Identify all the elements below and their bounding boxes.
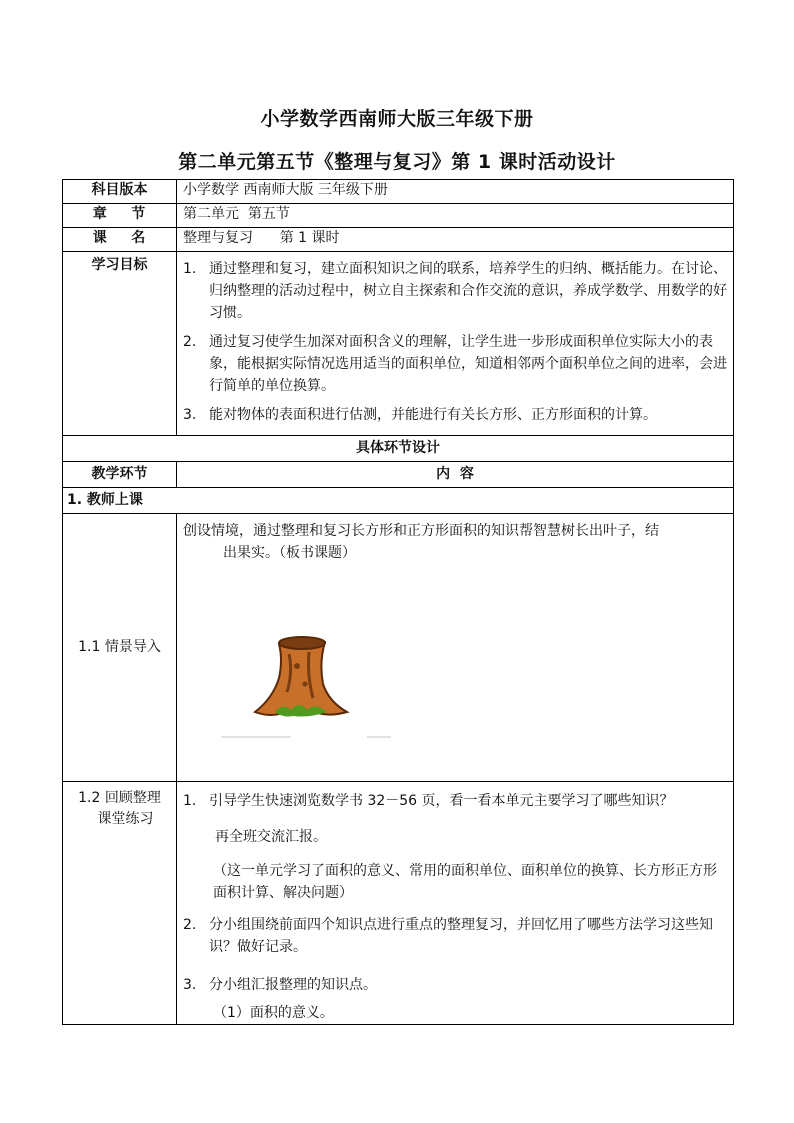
scene-text: 创设情境，通过整理和复习长方形和正方形面积的知识帮智慧树长出叶子，结 出果实。（板书课题）	[183, 523, 659, 561]
goal-item: 3. 能对物体的表面积进行估测，并能进行有关长方形、正方形面积的计算。	[183, 407, 657, 423]
goal-item: 2. 通过复习使学生加深对面积含义的理解，让学生进一步形成面积单位实际大小的表象，能根据实际情况选用适当的面积单位，知道相邻两个面积单位之间的进率，会进行简单的单位换算。	[183, 334, 727, 394]
lesson-row	[63, 228, 734, 252]
scene-cell	[177, 514, 734, 782]
col-header-content: 内 容	[177, 462, 734, 488]
goals-cell	[177, 252, 734, 436]
stump-top	[279, 637, 325, 649]
subject-label: 科目版本	[63, 180, 177, 204]
chapter-row	[63, 204, 734, 228]
lesson-label: 课 名	[63, 228, 177, 252]
faint-line-right	[367, 736, 391, 738]
goal-item: 1. 通过整理和复习，建立面积知识之间的联系，培养学生的归纳、概括能力。在讨论、归纳整理的活动过程中，树立自主探索和合作交流的意识，养成学数学、用数学的好习惯。	[183, 261, 727, 321]
faint-line-left	[221, 736, 291, 738]
step1-row	[63, 488, 734, 514]
column-header-row	[63, 462, 734, 488]
col-header-step: 教学环节	[63, 462, 177, 488]
review-item: 3. 分小组汇报整理的知识点。	[183, 977, 377, 993]
scene-row	[63, 514, 734, 782]
document-title: 小学数学西南师大版三年级下册	[260, 108, 534, 130]
review-item: 2. 分小组围绕前面四个知识点进行重点的整理复习，并回忆用了哪些方法学习这些知识？做好记录。	[183, 917, 713, 955]
goals-row	[63, 252, 734, 436]
step1-title: 1. 教师上课	[63, 488, 734, 514]
goals-list	[183, 258, 727, 426]
review-row	[63, 782, 734, 1025]
subject-value: 小学数学 西南师大版 三年级下册	[177, 180, 734, 204]
review-cell	[177, 782, 734, 1025]
lesson-value: 整理与复习 第 1 课时	[177, 228, 734, 252]
document-subtitle: 第二单元第五节《整理与复习》第 1 课时活动设计	[178, 151, 616, 173]
goals-label: 学习目标	[63, 252, 177, 436]
review-item: 1. 引导学生快速浏览数学书 32－56 页，看一看本单元主要学习了哪些知识？	[183, 793, 674, 809]
section-header-row	[63, 436, 734, 462]
review-list	[183, 790, 727, 1024]
review-item: （1）面积的意义。	[213, 1005, 334, 1021]
subject-row	[63, 180, 734, 204]
tree-stump-illustration	[249, 632, 359, 732]
chapter-value: 第二单元 第五节	[177, 204, 734, 228]
lesson-table	[62, 179, 734, 1025]
review-item: 再全班交流汇报。	[215, 829, 327, 845]
chapter-label: 章 节	[63, 204, 177, 228]
scene-label: 1.1 情景导入	[63, 514, 177, 782]
section-title: 具体环节设计	[63, 436, 734, 462]
review-label: 1.2 回顾整理 课堂练习	[63, 782, 177, 1025]
review-item: （这一单元学习了面积的意义、常用的面积单位、面积单位的换算、长方形正方形面积计算、解决问题）	[213, 863, 717, 901]
